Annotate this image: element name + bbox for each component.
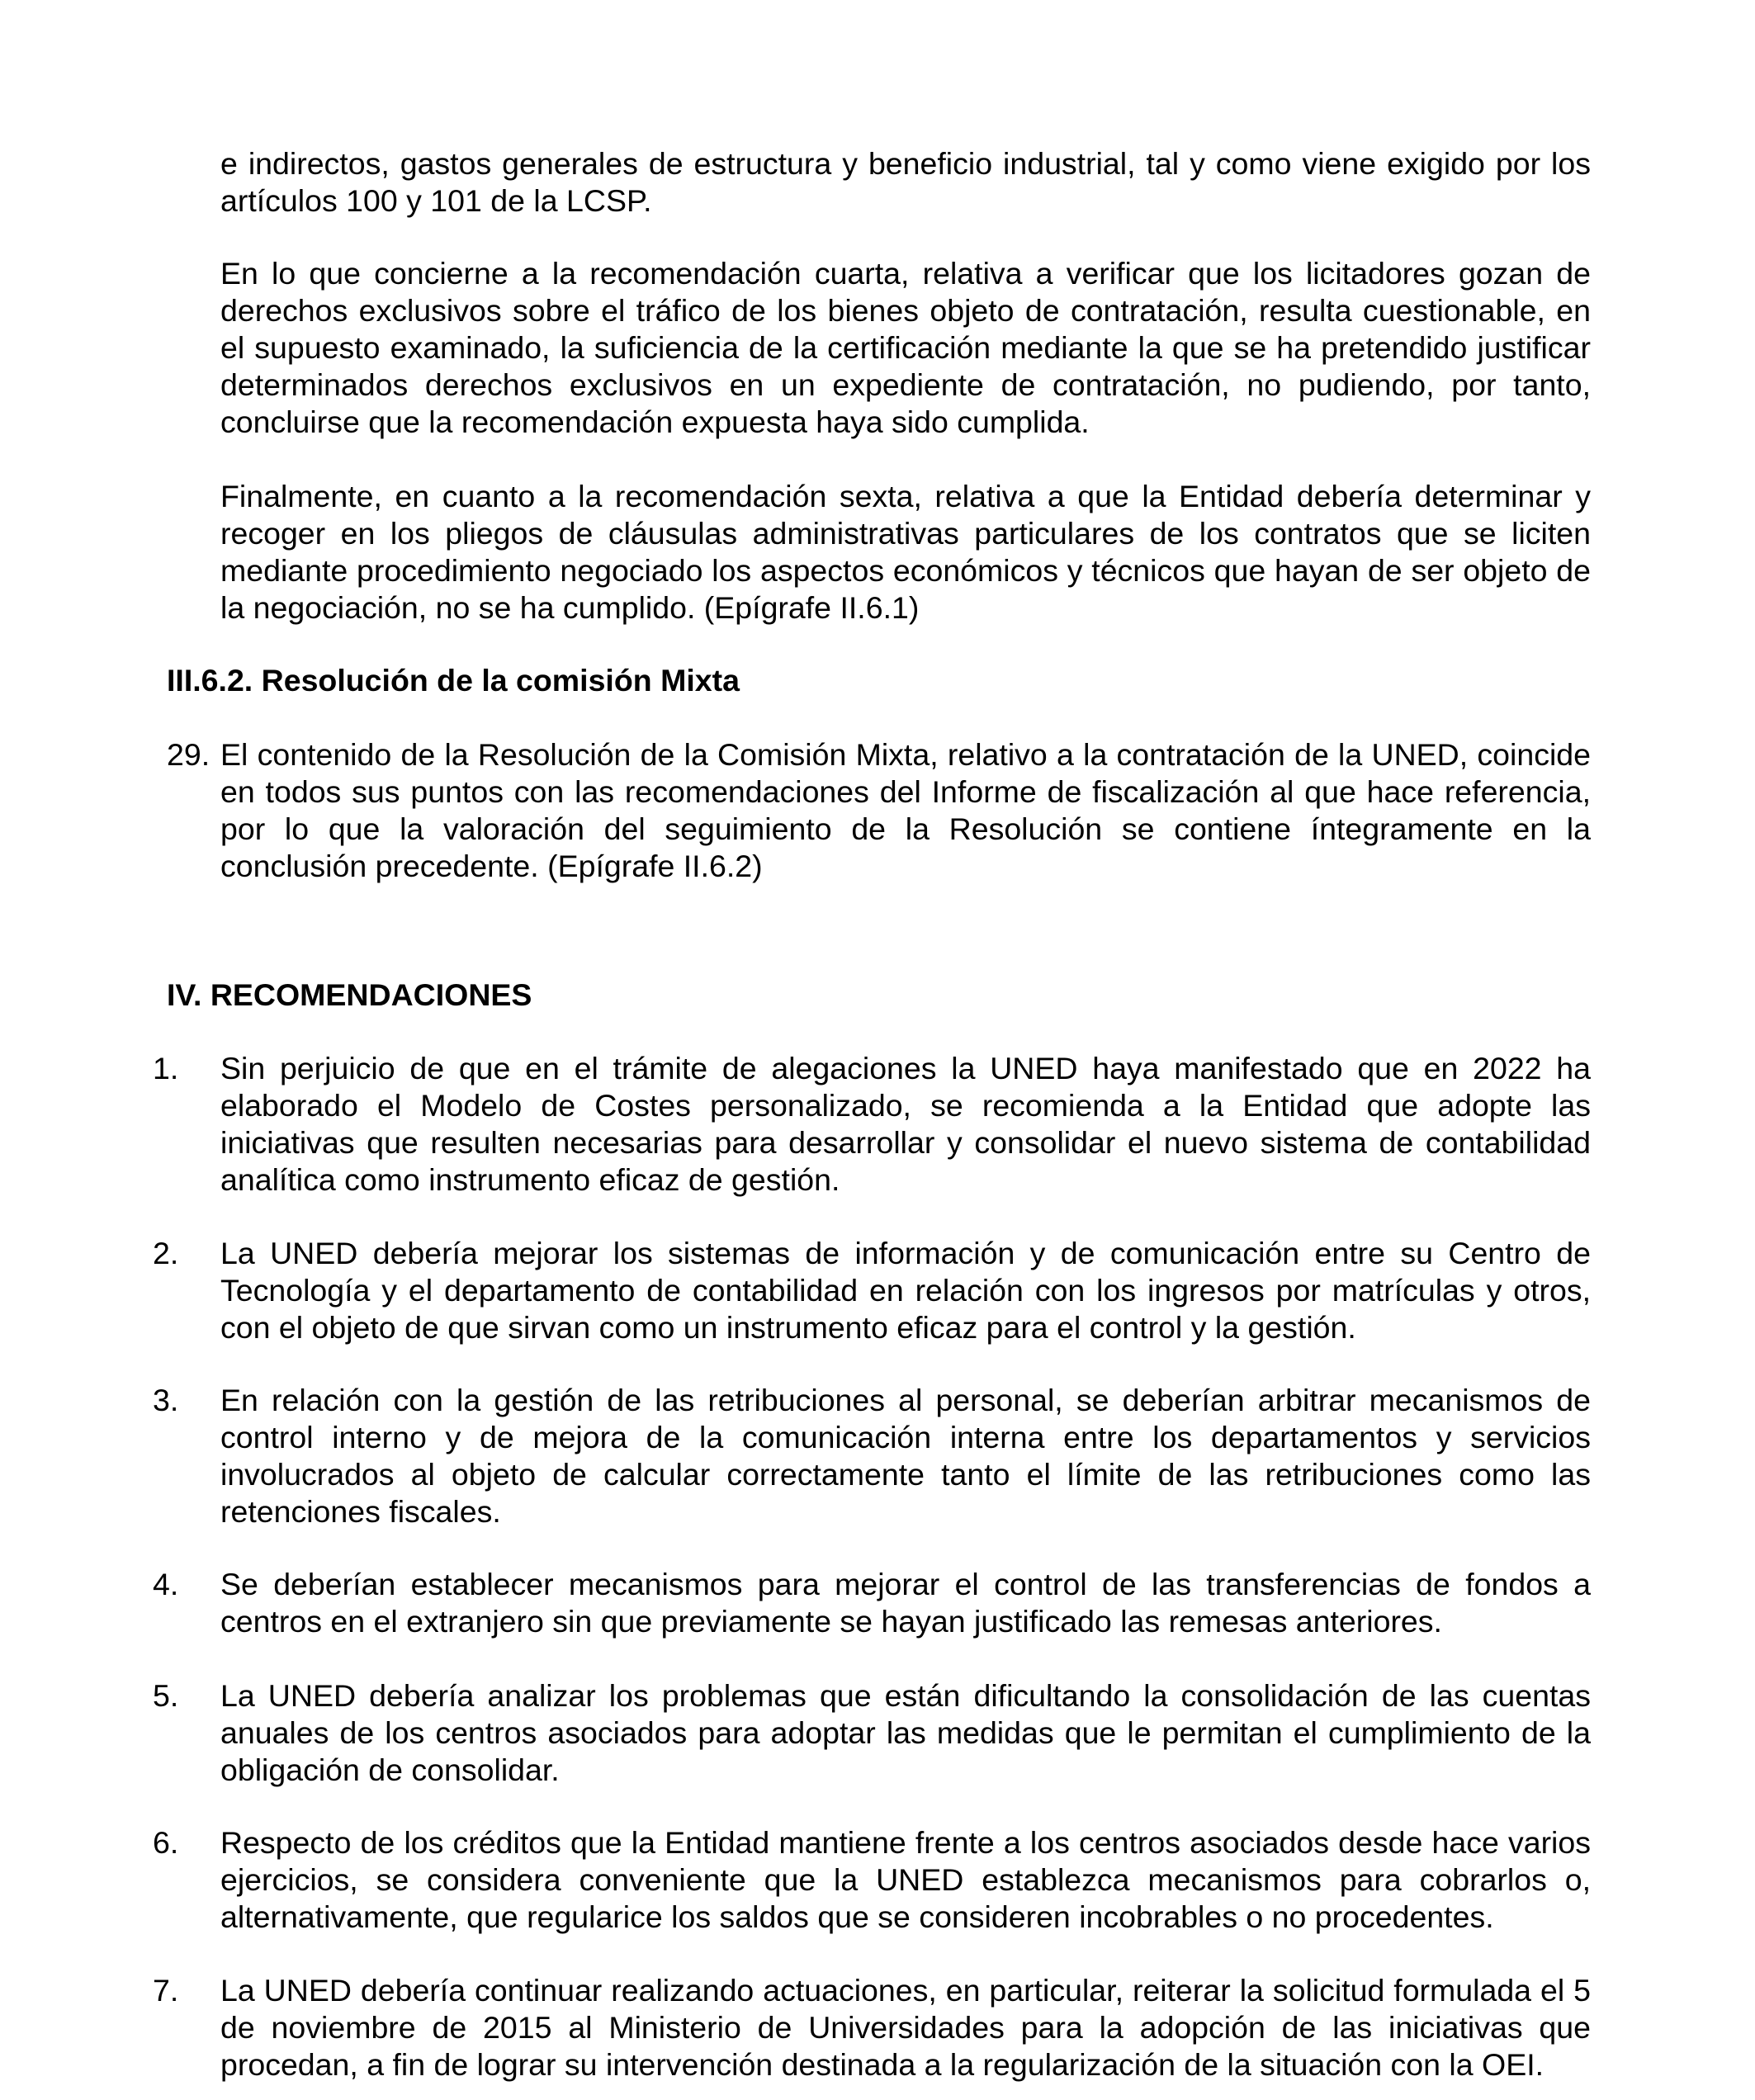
recommendation-number-7: 7. — [153, 1973, 179, 2008]
section-heading-iv: IV. RECOMENDACIONES — [167, 977, 532, 1012]
recommendation-number-1: 1. — [153, 1051, 179, 1085]
paragraph-recomendacion-cuarta: En lo que concierne a la recomendación cuarta, relativa a verificar que los licitadores gozan de derechos exclusivos sobre el tráfico de los bienes objeto de contratación, resulta cuestionable, en el supuesto examinado, la suficiencia de la certificación mediante la que se ha pretendido justificar determinados derechos exclusivos en un expediente de contratación, no pudiendo, por tanto, concluirse que la recomendación expuesta haya sido cumplida. — [220, 256, 1591, 439]
recommendation-number-4: 4. — [153, 1567, 179, 1601]
recommendation-number-2: 2. — [153, 1236, 179, 1270]
recommendation-text-6: Respecto de los créditos que la Entidad mantiene frente a los centros asociados desde hace varios ejercicios, se considera conveniente que la UNED establezca mecanismos para cobrarlos o, alternativamente, que regularice los saldos que se consideren incobrables o no procedentes. — [220, 1825, 1591, 1934]
recommendation-text-2: La UNED debería mejorar los sistemas de información y de comunicación entre su Centro de Tecnología y el departamento de contabilidad en relación con los ingresos por matrículas y otros, con el objeto de que sirvan como un instrumento eficaz para el control y la gestión. — [220, 1236, 1591, 1345]
recommendation-number-6: 6. — [153, 1825, 179, 1860]
recommendation-text-1: Sin perjuicio de que en el trámite de alegaciones la UNED haya manifestado que en 2022 ha elaborado el Modelo de Costes personalizado, se recomienda a la Entidad que adopte las iniciativas que resulten necesarias para desarrollar y consolidar el nuevo sistema de contabilidad analítica como instrumento eficaz de gestión. — [220, 1051, 1591, 1197]
paragraph-continued: e indirectos, gastos generales de estructura y beneficio industrial, tal y como viene exigido por los artículos 100 y 101 de la LCSP. — [220, 146, 1591, 218]
recommendation-number-3: 3. — [153, 1383, 179, 1417]
recommendation-text-5: La UNED debería analizar los problemas que están dificultando la consolidación de las cuentas anuales de los centros asociados para adoptar las medidas que le permitan el cumplimiento de la obligación de consolidar. — [220, 1678, 1591, 1787]
conclusion-text: El contenido de la Resolución de la Comisión Mixta, relativo a la contratación de la UNED, coincide en todos sus puntos con las recomendaciones del Informe de fiscalización al que hace referencia, por lo que la valoración del seguimiento de la Resolución se contiene íntegramente en la conclusión precedente. (Epígrafe II.6.2) — [220, 737, 1591, 883]
paragraph-recomendacion-sexta: Finalmente, en cuanto a la recomendación sexta, relativa a que la Entidad debería determinar y recoger en los pliegos de cláusulas administrativas particulares de los contratos que se liciten mediante procedimiento negociado los aspectos económicos y técnicos que hayan de ser objeto de la negociación, no se ha cumplido. (Epígrafe II.6.1) — [220, 479, 1591, 625]
section-heading-iii-6-2: III.6.2. Resolución de la comisión Mixta — [167, 663, 740, 698]
recommendation-number-5: 5. — [153, 1678, 179, 1713]
recommendation-text-3: En relación con la gestión de las retribuciones al personal, se deberían arbitrar mecanismos de control interno y de mejora de la comunicación interna entre los departamentos y servicios involucrados al objeto de calcular correctamente tanto el límite de las retribuciones como las retenciones fiscales. — [220, 1383, 1591, 1529]
recommendation-text-7: La UNED debería continuar realizando actuaciones, en particular, reiterar la solicitud formulada el 5 de noviembre de 2015 al Ministerio de Universidades para la adopción de las iniciativas que procedan, a fin de lograr su intervención destinada a la regularización de la situación con la OEI. — [220, 1973, 1591, 2082]
conclusion-number: 29. — [167, 737, 211, 772]
recommendation-text-4: Se deberían establecer mecanismos para mejorar el control de las transferencias de fondos a centros en el extranjero sin que previamente se hayan justificado las remesas anteriores. — [220, 1567, 1591, 1639]
